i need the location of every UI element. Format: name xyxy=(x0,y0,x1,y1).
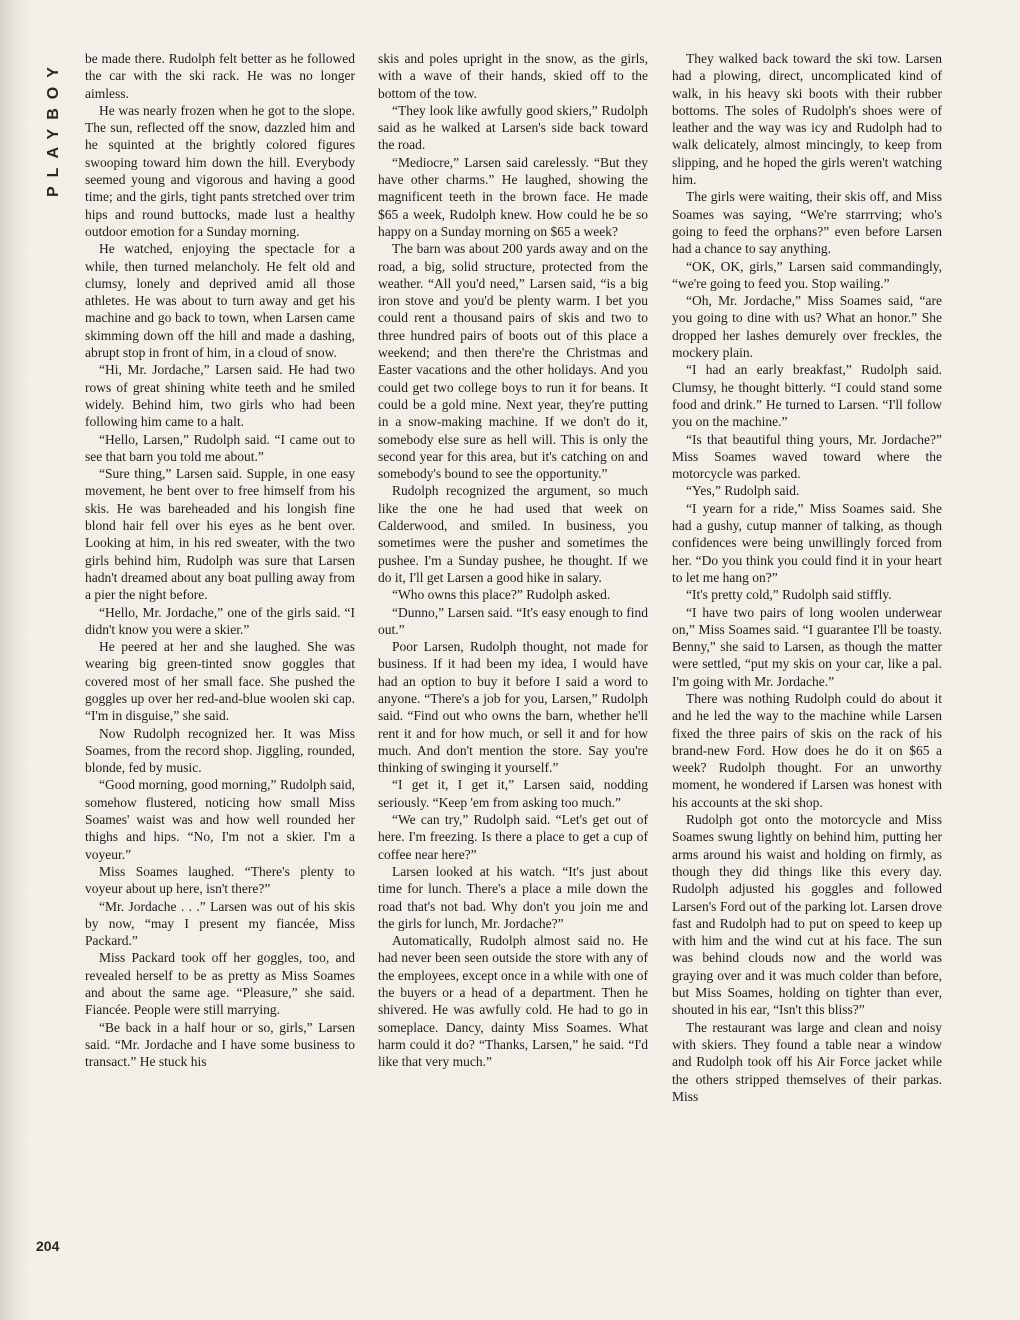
paragraph: “Hello, Mr. Jordache,” one of the girls said. “I didn't know you were a skier.” xyxy=(85,604,355,637)
paragraph: They walked back toward the ski tow. Larsen had a plowing, direct, uncomplicated kind of walk, in his heavy ski boots with their rubber bottoms. The soles of Rudolph's shoes were of leather and the way was icy and Rudolph had to walk delicately, almost mincingly, to keep from slipping, and he hoped the girls weren't watching him. xyxy=(672,51,942,188)
text-column-3 xyxy=(672,50,942,1105)
paragraph: Miss Packard took off her goggles, too, and revealed herself to be as pretty as Miss Soames and about the same age. “Pleasure,” she said. Fiancée. People were still marrying. xyxy=(85,950,355,1018)
paragraph: Rudolph got onto the motorcycle and Miss Soames swung lightly on behind him, putting her arms around his waist and holding on firmly, as though they did things like this every day. Rudolph adjusted his goggles and followed Larsen's Ford out of the parking lot. Larsen drove fast and Rudolph had to put on speed to keep up with him and the wind cut at his face. The sun was behind clouds now and the world was graying over and it was much colder than before, but Miss Soames, holding on tighter than ever, shouted in his ear, “Isn't this bliss?” xyxy=(672,812,942,1018)
paragraph: There was nothing Rudolph could do about it and he led the way to the machine while Larsen fixed the three pairs of skis on the rack of his brand-new Ford. How does he do it on $65 a week? Rudolph thought. For an unworthy moment, he wondered if Larsen was honest with his accounts at the ski shop. xyxy=(672,690,942,810)
page-gutter-shadow xyxy=(0,0,28,1320)
paragraph: “Is that beautiful thing yours, Mr. Jordache?” Miss Soames waved toward where the motorcycle was parked. xyxy=(672,431,942,482)
paragraph: be made there. Rudolph felt better as he followed the car with the ski rack. He was no longer aimless. xyxy=(85,51,355,101)
paragraph: skis and poles upright in the snow, as the girls, with a wave of their hands, skied off to the bottom of the tow. xyxy=(378,51,648,101)
paragraph: “Mediocre,” Larsen said carelessly. “But they have other charms.” He laughed, showing the magnificent teeth in the brown face. He made $65 a week, Rudolph knew. How could he be so happy on a Sunday morning on $65 a week? xyxy=(378,154,648,239)
paragraph: “Mr. Jordache . . .” Larsen was out of his skis by now, “may I present my fiancée, Miss Packard.” xyxy=(85,898,355,949)
paragraph: “Oh, Mr. Jordache,” Miss Soames said, “are you going to dine with us? What an honor.” She dropped her lashes demurely over freckles, the mockery plain. xyxy=(672,293,942,361)
paragraph: Automatically, Rudolph almost said no. He had never been seen outside the store with any of the employees, except once in a while with one of the buyers or a head of a department. Then he shivered. He was awfully cold. He had to go in someplace. Dancy, dainty Miss Soames. What harm could it do? “Thanks, Larsen,” he said. “I'd like that very much.” xyxy=(378,933,648,1070)
paragraph: “OK, OK, girls,” Larsen said commandingly, “we're going to feed you. Stop wailing.” xyxy=(672,258,942,291)
paragraph: Poor Larsen, Rudolph thought, not made for business. If it had been my idea, I would have had an option to buy it before I said a word to anyone. “There's a job for you, Larsen,” Rudolph said. “Find out who owns the barn, whether he'll rent it and for how much, or sell it and for how much. And don't mention the store. Say you're thinking of swinging it yourself.” xyxy=(378,639,648,776)
paragraph: “Be back in a half hour or so, girls,” Larsen said. “Mr. Jordache and I have some business to transact.” He stuck his xyxy=(85,1019,355,1070)
paragraph: “I yearn for a ride,” Miss Soames said. She had a gushy, cutup manner of talking, as though confidences were being unwillingly forced from her. “Do you think you could find it in your heart to let me hang on?” xyxy=(672,500,942,585)
paragraph: The restaurant was large and clean and noisy with skiers. They found a table near a window and Rudolph took off his Air Force jacket while the others stripped themselves of their parkas. Miss xyxy=(672,1019,942,1104)
paragraph: “They look like awfully good skiers,” Rudolph said as he walked at Larsen's side back toward the road. xyxy=(378,102,648,153)
paragraph: “Good morning, good morning,” Rudolph said, somehow flustered, noticing how small Miss Soames' waist was and how well rounded her thighs and hips. “No, I'm not a skier. I'm a voyeur.” xyxy=(85,777,355,862)
text-column-1 xyxy=(85,50,355,1071)
paragraph: “Who owns this place?” Rudolph asked. xyxy=(392,587,611,603)
paragraph: “Dunno,” Larsen said. “It's easy enough to find out.” xyxy=(378,604,648,637)
paragraph: The barn was about 200 yards away and on the road, a big, solid structure, protected from the weather. “All you'd need,” Larsen said, “is a big iron stove and you'd be plenty warm. I bet you could rent a thousand pairs of skis and two to three hundred pairs of boots out of this place a weekend; and then there're the Christmas and Easter vacations and the other holidays. And you could get two college boys to run it for beans. It could be a gold mine. Next year, they're putting in a snow-making machine. If we don't do it, somebody else sure as hell will. This is only the second year for this area, but it's catching on and somebody's bound to see the opportunity.” xyxy=(378,241,648,482)
paragraph: “I had an early breakfast,” Rudolph said. Clumsy, he thought bitterly. “I could stand some food and drink.” He turned to Larsen. “I'll follow you on the machine.” xyxy=(672,362,942,430)
text-column-2 xyxy=(378,50,648,1071)
page-number: 204 xyxy=(36,1238,60,1254)
paragraph: “Yes,” Rudolph said. xyxy=(686,483,800,499)
paragraph: The girls were waiting, their skis off, and Miss Soames was saying, “We're starrrving; who's going to feed the orphans?” even before Larsen had a chance to say anything. xyxy=(672,189,942,257)
paragraph: Larsen looked at his watch. “It's just about time for lunch. There's a place a mile down the road that's not bad. Why don't you join me and the girls for lunch, Mr. Jordache?” xyxy=(378,863,648,931)
paragraph: “I have two pairs of long woolen underwear on,” Miss Soames said. “I guarantee I'll be toasty. Benny,” she said to Larsen, as though the matter were settled, “put my skis on your car, like a pal. I'm going with Mr. Jordache.” xyxy=(672,604,942,689)
paragraph: “Hi, Mr. Jordache,” Larsen said. He had two rows of great shining white teeth and he smiled widely. Behind him, two girls who had been following him came to a halt. xyxy=(85,362,355,430)
paragraph: Now Rudolph recognized her. It was Miss Soames, from the record shop. Jiggling, rounded, blonde, fed by music. xyxy=(85,725,355,776)
paragraph: He peered at her and she laughed. She was wearing big green-tinted snow goggles that covered most of her small face. She pushed the goggles up over her red-and-blue woolen ski cap. “I'm in disguise,” she said. xyxy=(85,639,355,724)
masthead: PLAYBOY xyxy=(45,58,62,198)
paragraph: “I get it, I get it,” Larsen said, nodding seriously. “Keep 'em from asking too much.” xyxy=(378,777,648,810)
paragraph: “It's pretty cold,” Rudolph said stiffly. xyxy=(686,587,892,603)
paragraph: “Sure thing,” Larsen said. Supple, in one easy movement, he bent over to free himself from his skis. He was bareheaded and his longish fine blond hair fell over his eyes as he bent over. Looking at him, in his red sweater, with the two girls behind him, Rudolph was sure that Larsen hadn't dreamed about any boat pulling away from a pier the night before. xyxy=(85,466,355,603)
paragraph: Rudolph recognized the argument, so much like the one he had used that week on Calderwood, and smiled. In business, you sometimes were the pusher and sometimes the pushee. I'm a Sunday pushee, he thought. If we do it, I'll get Larsen a good hike in salary. xyxy=(378,483,648,585)
paragraph: He was nearly frozen when he got to the slope. The sun, reflected off the snow, dazzled him and he squinted at the brightly colored figures swooping toward him down the hill. Everybody seemed young and vigorous and having a good time; and the girls, tight pants stretched over trim hips and round buttocks, made lust a healthy outdoor emotion for a Sunday morning. xyxy=(85,102,355,239)
paragraph: Miss Soames laughed. “There's plenty to voyeur about up here, isn't there?” xyxy=(85,863,355,897)
paragraph: “Hello, Larsen,” Rudolph said. “I came out to see that barn you told me about.” xyxy=(85,431,355,464)
paragraph: He watched, enjoying the spectacle for a while, then turned melancholy. He felt old and clumsy, lonely and deprived amid all those athletes. He was about to turn away and get his machine and go back to town, when Larsen came skimming down off the hill and made a dashing, abrupt stop in front of him, in a cloud of snow. xyxy=(85,241,355,361)
paragraph: “We can try,” Rudolph said. “Let's get out of here. I'm freezing. Is there a place to get a cup of coffee near here?” xyxy=(378,812,648,862)
